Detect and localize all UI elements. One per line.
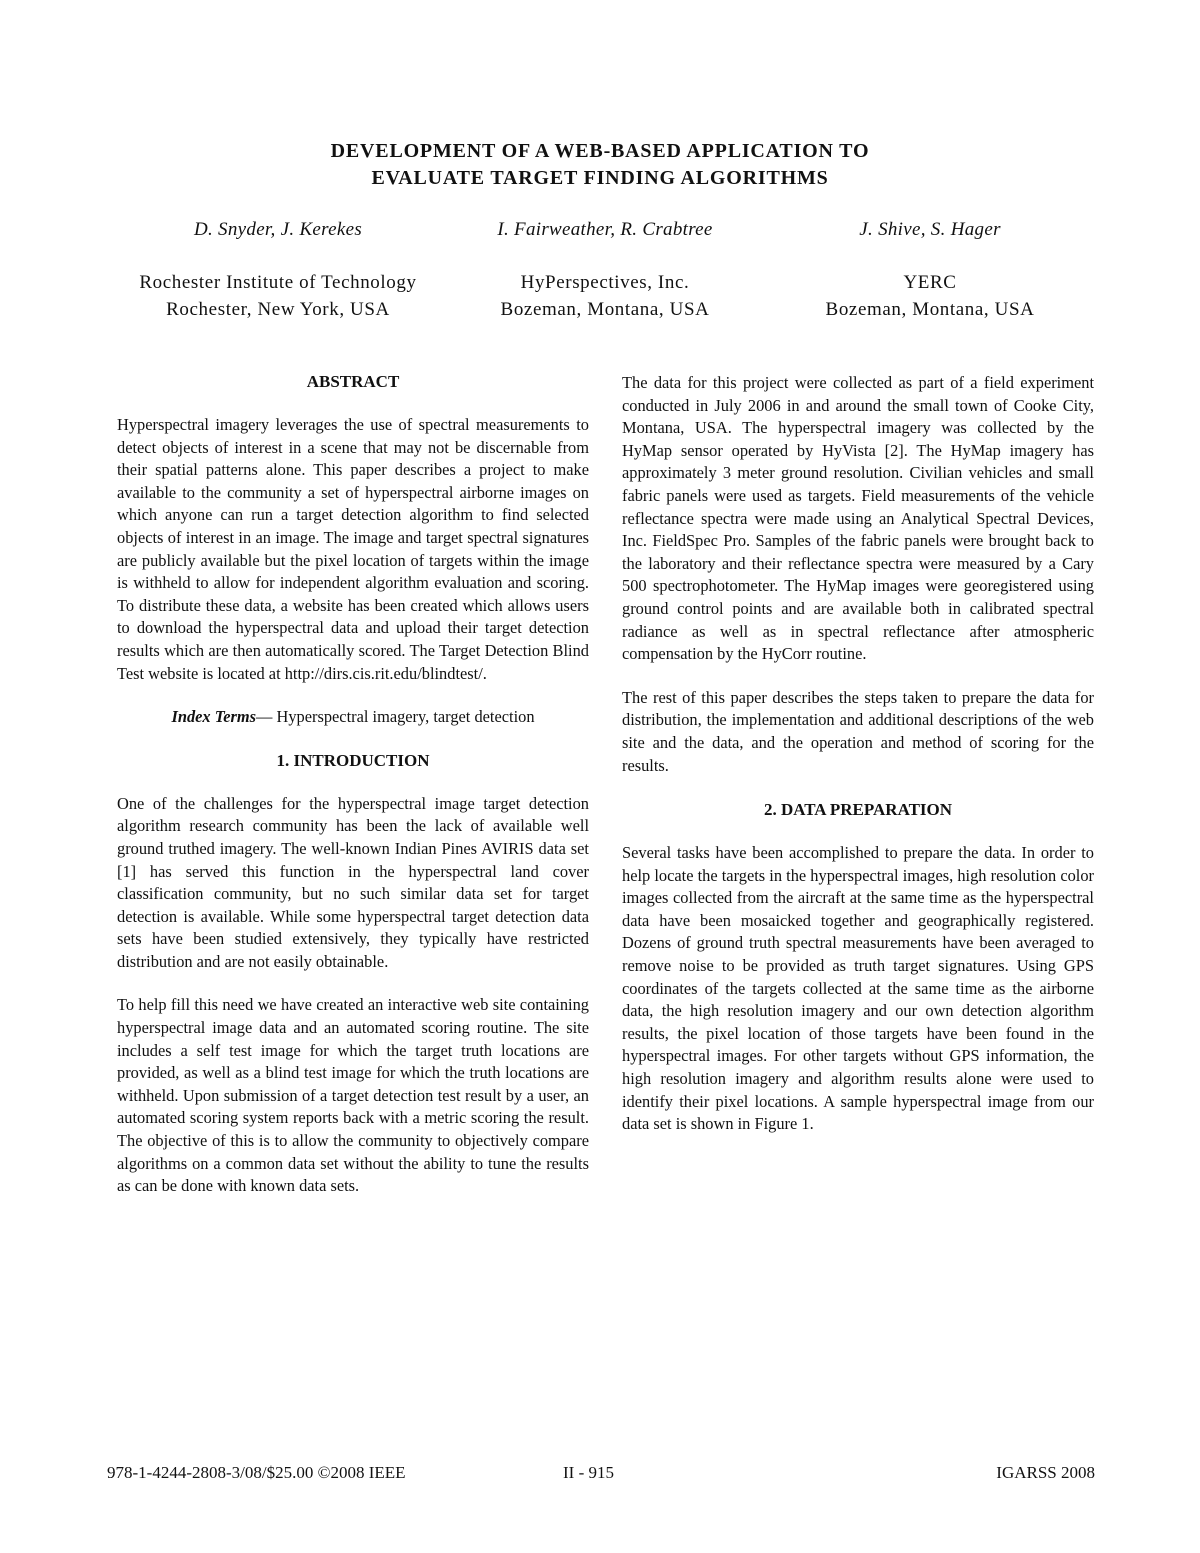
author-names: J. Shive, S. Hager xyxy=(859,219,1001,240)
footer-page-number: II - 915 xyxy=(563,1463,614,1482)
abstract-heading: ABSTRACT xyxy=(306,372,400,391)
affiliation-line-2: Bozeman, Montana, USA xyxy=(500,299,710,320)
paper-title xyxy=(0,138,1200,192)
page-footer xyxy=(107,1463,1095,1489)
affiliation-line-1: Rochester Institute of Technology xyxy=(139,272,417,293)
data-prep-paragraph-1: Several tasks have been accomplished to prepare the data. In order to help locate the targets in the hyperspectral images, high resolution color images collected from the aircraft at the same time as the hyperspectral data have been mosaicked together and geographically registered. Dozens of ground truth spectral measurements have been averaged to remove noise to be provided as truth target signatures. Using GPS coordinates of the targets collected at the same time as the airborne data, the high resolution imagery and our own detection algorithm results, the pixel location of those targets have been found in the hyperspectral images. For other targets without GPS information, the high resolution imagery and algorithm results alone were used to identify their pixel locations. A sample hyperspectral image from our data set is shown in Figure 1. xyxy=(622,843,1094,1134)
affiliation-line-2: Bozeman, Montana, USA xyxy=(825,299,1035,320)
abstract-text: Hyperspectral imagery leverages the use of spectral measurements to detect objects of interest in a scene that may not be discernable from their spatial patterns alone. This paper describes a project to make available to the community a set of hyperspectral airborne images on which anyone can run a target detection algorithm to find selected objects of interest in an image. The image and target spectral signatures are publicly available but the pixel location of targets within the image is withheld to allow for independent algorithm evaluation and scoring. To distribute these data, a website has been created which allows users to download the hyperspectral data and upload their target detection results which are then automatically scored. The Target Detection Blind Test website is located at http://dirs.cis.rit.edu/blindtest/. xyxy=(117,415,589,683)
right-column xyxy=(622,372,1094,1157)
index-terms-text: — Hyperspectral imagery, target detection xyxy=(256,707,535,727)
affiliation-line-1: HyPerspectives, Inc. xyxy=(520,272,690,293)
author-affiliation xyxy=(800,269,1060,323)
footer-conference: IGARSS 2008 xyxy=(996,1463,1095,1482)
author-affiliation xyxy=(118,269,438,323)
author-names: D. Snyder, J. Kerekes xyxy=(193,219,363,240)
intro-paragraph-3: The data for this project were collected as part of a field experiment conducted in July 2006 in and around the small town of Cooke City, Montana, USA. The hyperspectral imagery was collected by the HyMap sensor operated by HyVista [2]. The HyMap imagery has approximately 3 meter ground resolution. Civilian vehicles and small fabric panels were used as targets. Field measurements of the vehicle reflectance spectra were made using an Analytical Spectral Devices, Inc. FieldSpec Pro. Samples of the fabric panels were brought back to the laboratory and their reflectance spectra were measured by a Cary 500 spectrophotometer. The HyMap images were georegistered using ground control points and are available both in calibrated spectral radiance as well as in spectral reflectance after atmospheric compensation by the HyCorr routine. xyxy=(622,373,1094,664)
title-line-1: DEVELOPMENT OF A WEB-BASED APPLICATION TO xyxy=(330,140,870,162)
author-affiliation xyxy=(460,269,750,323)
data-preparation-heading: 2. DATA PREPARATION xyxy=(763,800,953,820)
introduction-heading: 1. INTRODUCTION xyxy=(276,750,430,770)
author-block xyxy=(0,216,1200,326)
title-line-2: EVALUATE TARGET FINDING ALGORITHMS xyxy=(371,167,829,189)
author-group-hyperspectives xyxy=(460,216,750,323)
author-group-rit xyxy=(118,216,438,323)
index-terms-label: Index Terms xyxy=(171,707,256,727)
index-terms xyxy=(117,706,589,729)
author-group-yerc xyxy=(800,216,1060,323)
intro-paragraph-2: To help fill this need we have created an interactive web site containing hyperspectral image data and an automated scoring routine. The site includes a self test image for which the target truth locations are provided, as well as a blind test image for which the truth locations are withheld. Upon submission of a target detection test result by a user, an automated scoring system reports back with a metric scoring the result. The objective of this is to allow the community to objectively compare algorithms on a common data set without the ability to tune the results as can be done with known data sets. xyxy=(117,995,589,1196)
author-names: I. Fairweather, R. Crabtree xyxy=(497,219,713,240)
left-column xyxy=(117,370,589,1219)
footer-copyright: 978-1-4244-2808-3/08/$25.00 ©2008 IEEE xyxy=(107,1463,406,1482)
intro-paragraph-4: The rest of this paper describes the steps taken to prepare the data for distribution, the implementation and additional descriptions of the web site and the data, and the operation and method of scoring for the results. xyxy=(622,687,1094,775)
affiliation-line-2: Rochester, New York, USA xyxy=(166,299,390,320)
intro-paragraph-1: One of the challenges for the hyperspectral image target detection algorithm research community has been the lack of available well ground truthed imagery. The well-known Indian Pines AVIRIS data set [1] has served this function in the hyperspectral land cover classification community, but no such similar data set for target detection is available. While some hyperspectral target detection data sets have been studied extensively, they typically have restricted distribution and are not easily obtainable. xyxy=(117,793,589,971)
affiliation-line-1: YERC xyxy=(903,272,957,293)
